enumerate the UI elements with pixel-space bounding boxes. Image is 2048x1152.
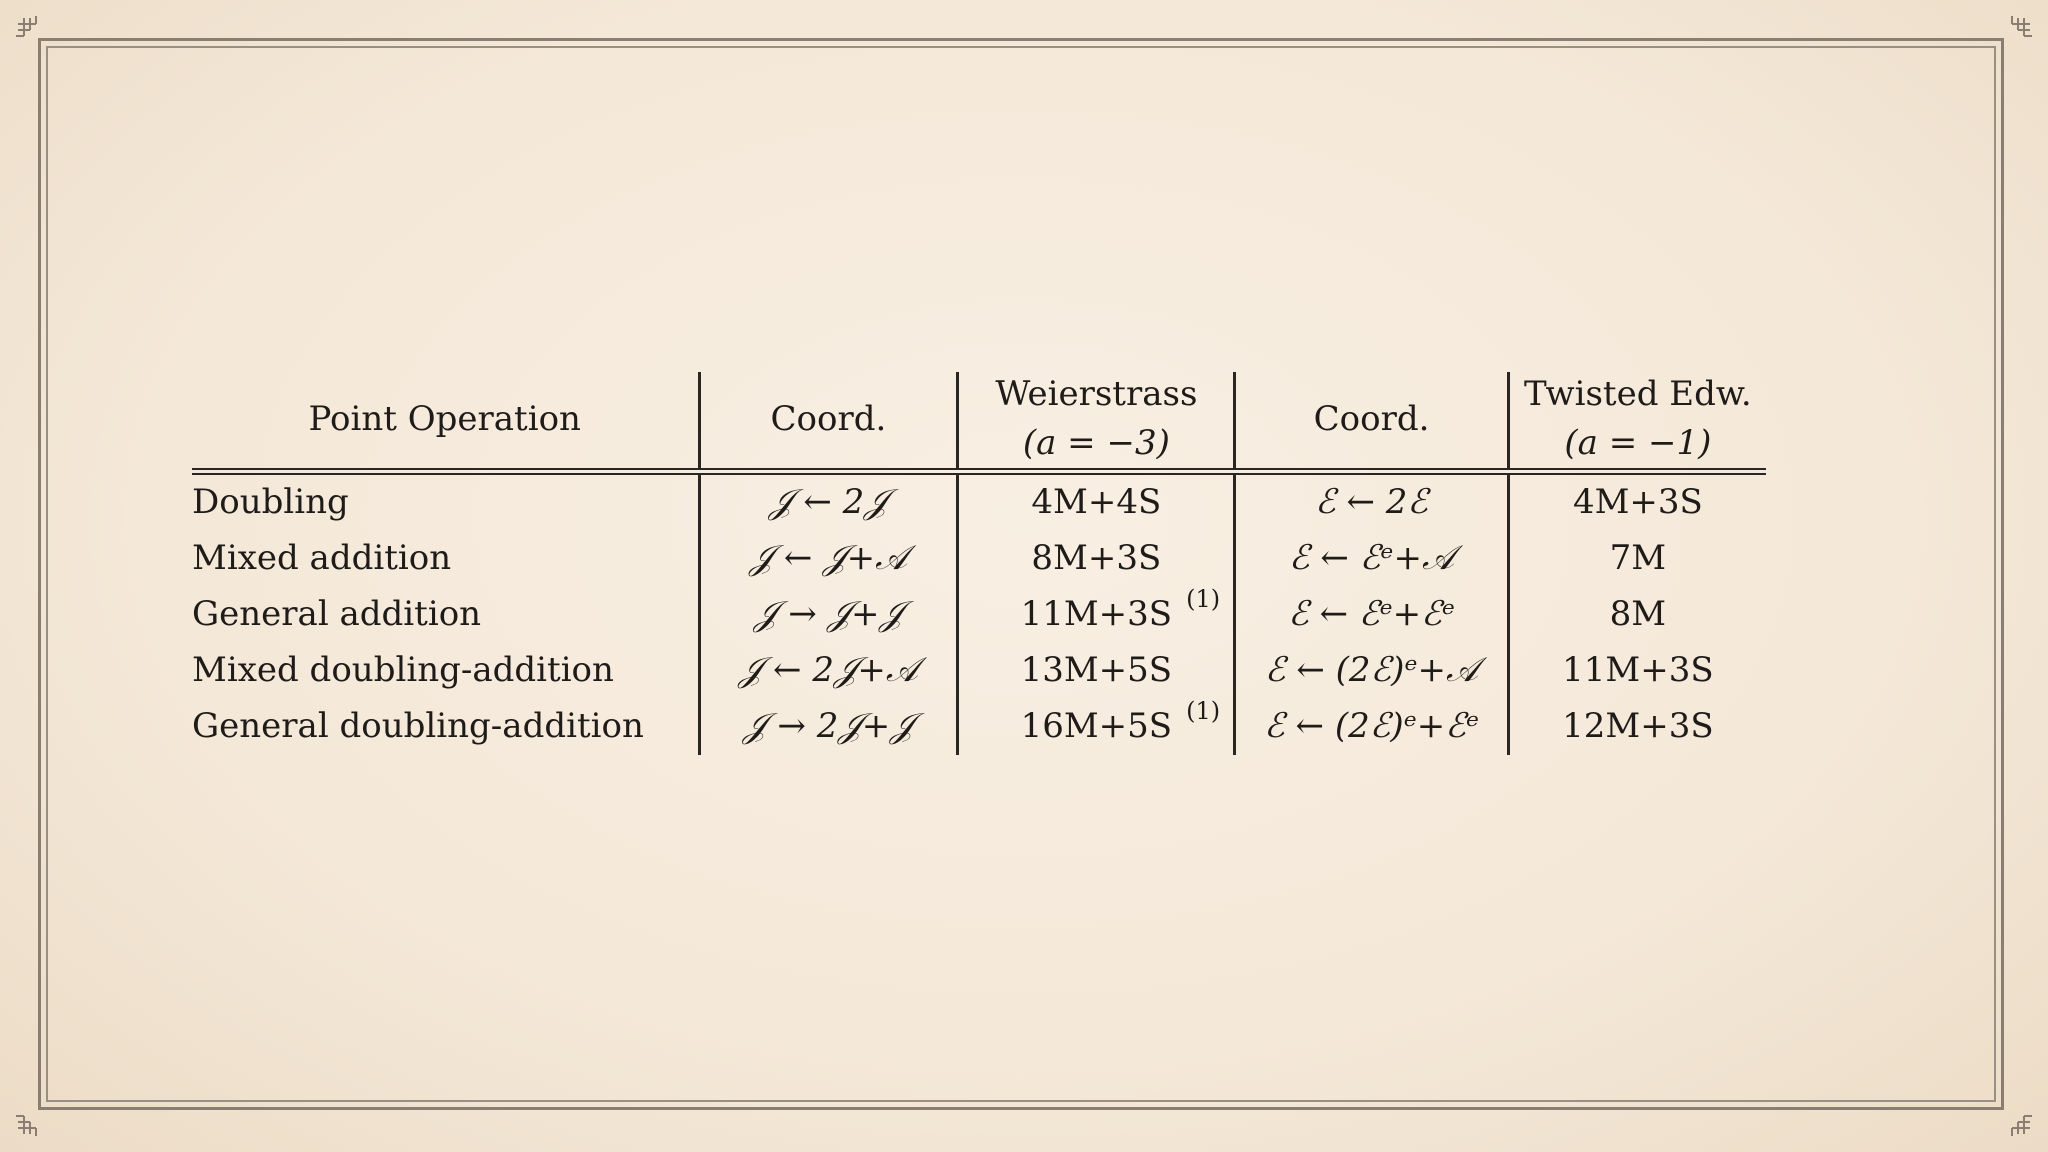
footnote-marker: (1): [1186, 697, 1221, 726]
header-twisted-edwards-title: Twisted Edw.: [1524, 374, 1752, 414]
table-header-row: [192, 372, 1766, 472]
cell-operation: General addition: [192, 594, 482, 635]
table-row: [192, 472, 1766, 532]
cell-weierstrass-cost: [958, 531, 1235, 587]
cell-operation: Mixed doubling-addition: [192, 650, 614, 691]
cell-edwards-cost: 12M+3S: [1508, 699, 1766, 755]
cell-jacobian-coord: 𝒥 → 𝒥+𝒥: [699, 587, 958, 643]
table-row: [192, 587, 1766, 643]
corner-ornament-icon: [14, 1088, 64, 1138]
cell-jacobian-coord: 𝒥 → 2𝒥+𝒥: [699, 699, 958, 755]
corner-ornament-icon: [1984, 14, 2034, 64]
header-twisted-edwards: [1508, 372, 1766, 472]
header-jacobian-coord: Coord.: [699, 372, 958, 472]
cell-weierstrass-cost: [958, 699, 1235, 755]
header-weierstrass: [958, 372, 1235, 472]
cell-edwards-cost: 11M+3S: [1508, 643, 1766, 699]
cell-edwards-cost: 4M+3S: [1508, 472, 1766, 532]
corner-ornament-icon: [14, 14, 64, 64]
cell-edwards-cost: 7M: [1508, 531, 1766, 587]
cell-weierstrass-cost: [958, 587, 1235, 643]
cell-extended-coord: ℰ ← ℰᵉ+ℰᵉ: [1235, 587, 1508, 643]
cell-jacobian-coord: 𝒥 ← 2𝒥+𝒜: [699, 643, 958, 699]
cell-weierstrass-cost: [958, 472, 1235, 532]
cell-extended-coord: ℰ ← (2ℰ)ᵉ+𝒜: [1235, 643, 1508, 699]
weierstrass-cost-value: 11M+3S: [1020, 594, 1173, 635]
cost-comparison-table-container: [192, 372, 1766, 755]
table-row: [192, 531, 1766, 587]
header-extended-coord: Coord.: [1235, 372, 1508, 472]
cell-edwards-cost: 8M: [1508, 587, 1766, 643]
cell-weierstrass-cost: [958, 643, 1235, 699]
weierstrass-cost-value: 16M+5S: [1020, 706, 1173, 747]
cell-extended-coord: ℰ ← 2ℰ: [1235, 472, 1508, 532]
cell-extended-coord: ℰ ← ℰᵉ+𝒜: [1235, 531, 1508, 587]
cell-jacobian-coord: 𝒥 ← 2𝒥: [699, 472, 958, 532]
cell-operation: Mixed addition: [192, 538, 452, 579]
weierstrass-cost-value: 8M+3S: [1031, 538, 1162, 579]
cell-operation: General doubling-addition: [192, 706, 644, 747]
cell-jacobian-coord: 𝒥 ← 𝒥+𝒜: [699, 531, 958, 587]
header-weierstrass-title: Weierstrass: [995, 374, 1198, 414]
weierstrass-cost-value: 4M+4S: [1031, 482, 1162, 523]
cell-operation: Doubling: [192, 482, 349, 523]
table-row: [192, 643, 1766, 699]
header-twisted-edwards-param: (a = −1): [1564, 422, 1712, 463]
cost-comparison-table: [192, 372, 1766, 755]
table-row: [192, 699, 1766, 755]
corner-ornament-icon: [1984, 1088, 2034, 1138]
weierstrass-cost-value: 13M+5S: [1020, 650, 1173, 691]
header-weierstrass-param: (a = −3): [1022, 422, 1170, 463]
cell-extended-coord: ℰ ← (2ℰ)ᵉ+ℰᵉ: [1235, 699, 1508, 755]
footnote-marker: (1): [1186, 585, 1221, 614]
header-point-operation: Point Operation: [192, 372, 699, 472]
